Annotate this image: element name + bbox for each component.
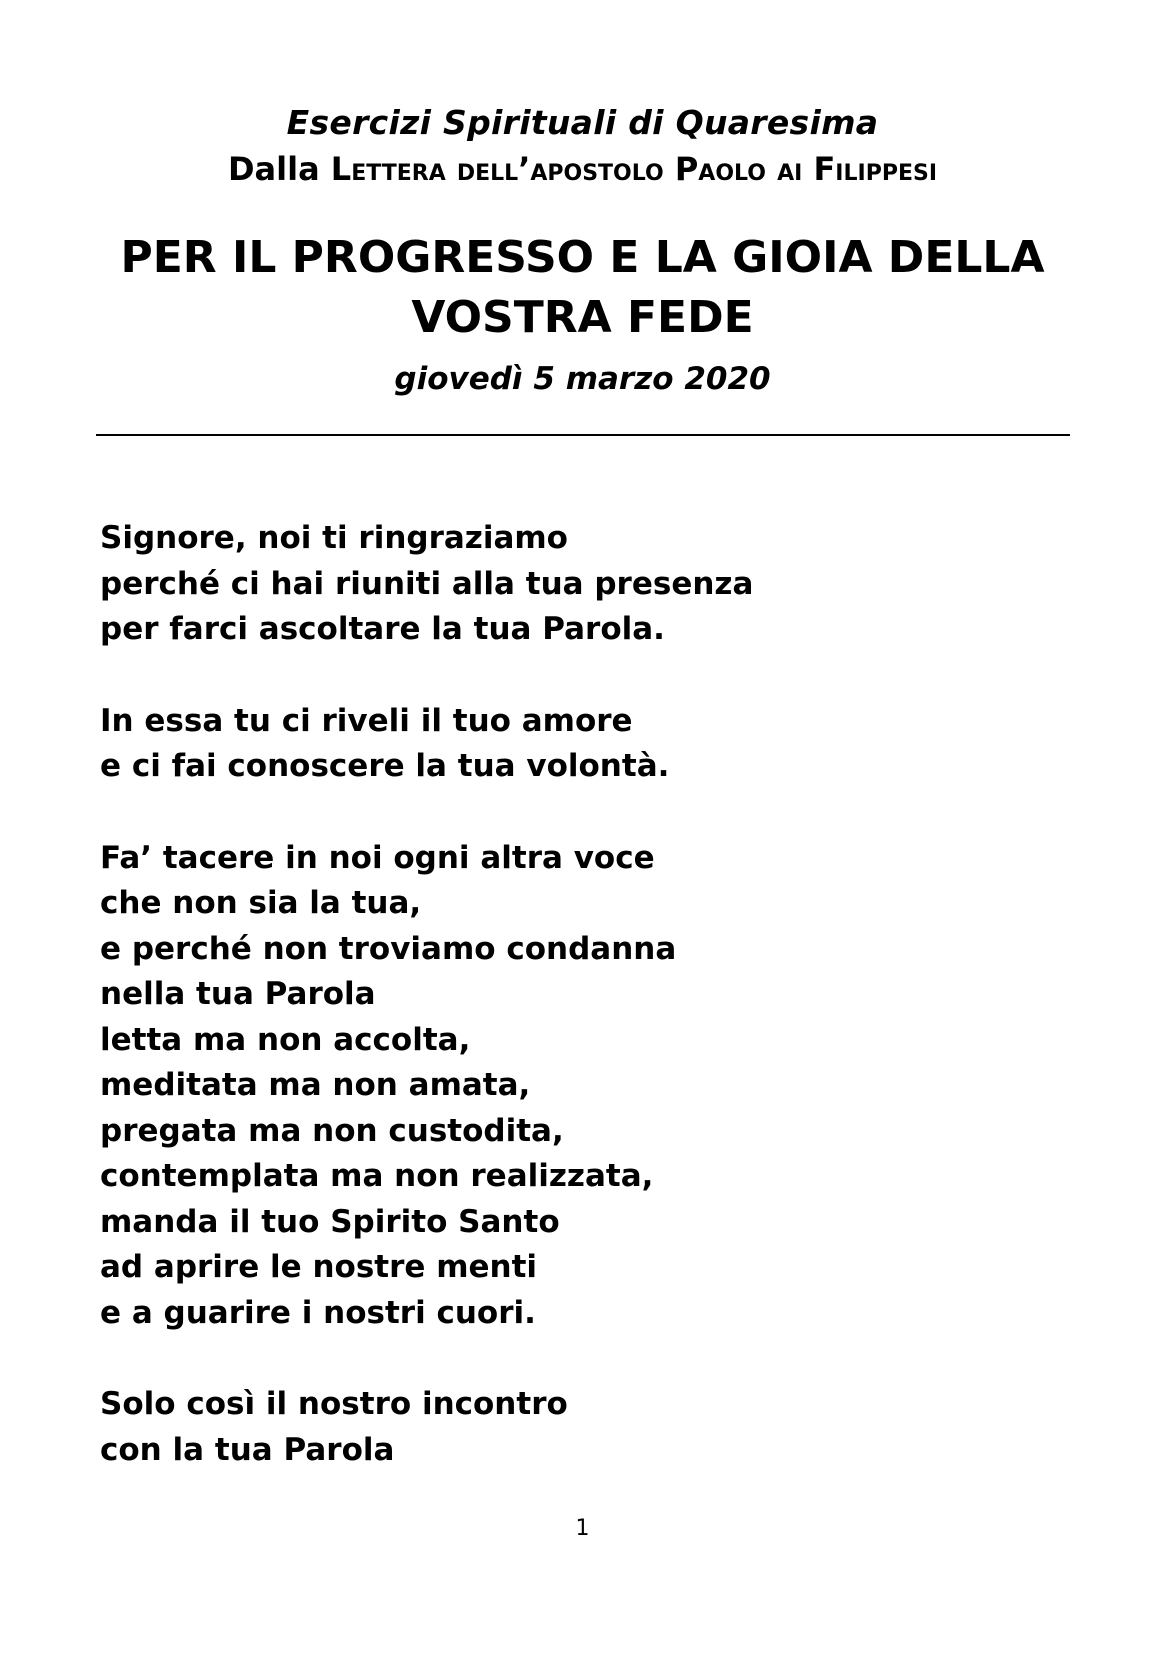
prayer-line: letta ma non accolta, [100,1021,471,1058]
document-date: giovedì 5 marzo 2020 [394,361,771,397]
prayer-line: Signore, noi ti ringraziamo [100,520,568,556]
horizontal-divider [96,434,1070,436]
prayer-line: Fa’ tacere in noi ogni altra voce [100,839,655,876]
stanza [100,699,1060,790]
prayer-line: e ci fai conoscere la tua volontà. [100,748,670,784]
stanza [100,836,1060,1337]
main-title-line-1: PER IL PROGRESSO E LA GIOIA DELLA [120,232,1045,283]
prayer-line: manda il tuo Spirito Santo [100,1203,560,1240]
prayer-text [100,516,1060,1519]
prayer-line: con la tua Parola [100,1431,395,1468]
prayer-line: pregata ma non custodita, [100,1112,564,1149]
source-prefix: Dalla [227,150,320,188]
stanza [100,516,1060,653]
main-title [0,228,1165,348]
prayer-line: perché ci hai riuniti alla tua presenza [100,565,754,602]
stanza [100,1382,1060,1473]
source-line [0,146,1165,192]
page-number: 1 [575,1516,590,1541]
source-title: Lettera dell’apostolo Paolo ai Filippesi [330,150,938,188]
prayer-line: contemplata ma non realizzata, [100,1158,654,1194]
prayer-line: che non sia la tua, [100,885,422,921]
document-header [0,100,1165,192]
prayer-line: nella tua Parola [100,976,376,1012]
prayer-line: per farci ascoltare la tua Parola. [100,611,665,647]
prayer-line: meditata ma non amata, [100,1067,531,1103]
series-title: Esercizi Spirituali di Quaresima [286,103,879,142]
prayer-line: e perché non troviamo condanna [100,930,677,967]
prayer-line: In essa tu ci riveli il tuo amore [100,702,633,739]
main-title-line-2: VOSTRA FEDE [411,292,754,343]
prayer-line: e a guarire i nostri cuori. [100,1294,536,1331]
prayer-line: Solo così il nostro incontro [100,1386,568,1422]
prayer-line: ad aprire le nostre menti [100,1249,538,1285]
